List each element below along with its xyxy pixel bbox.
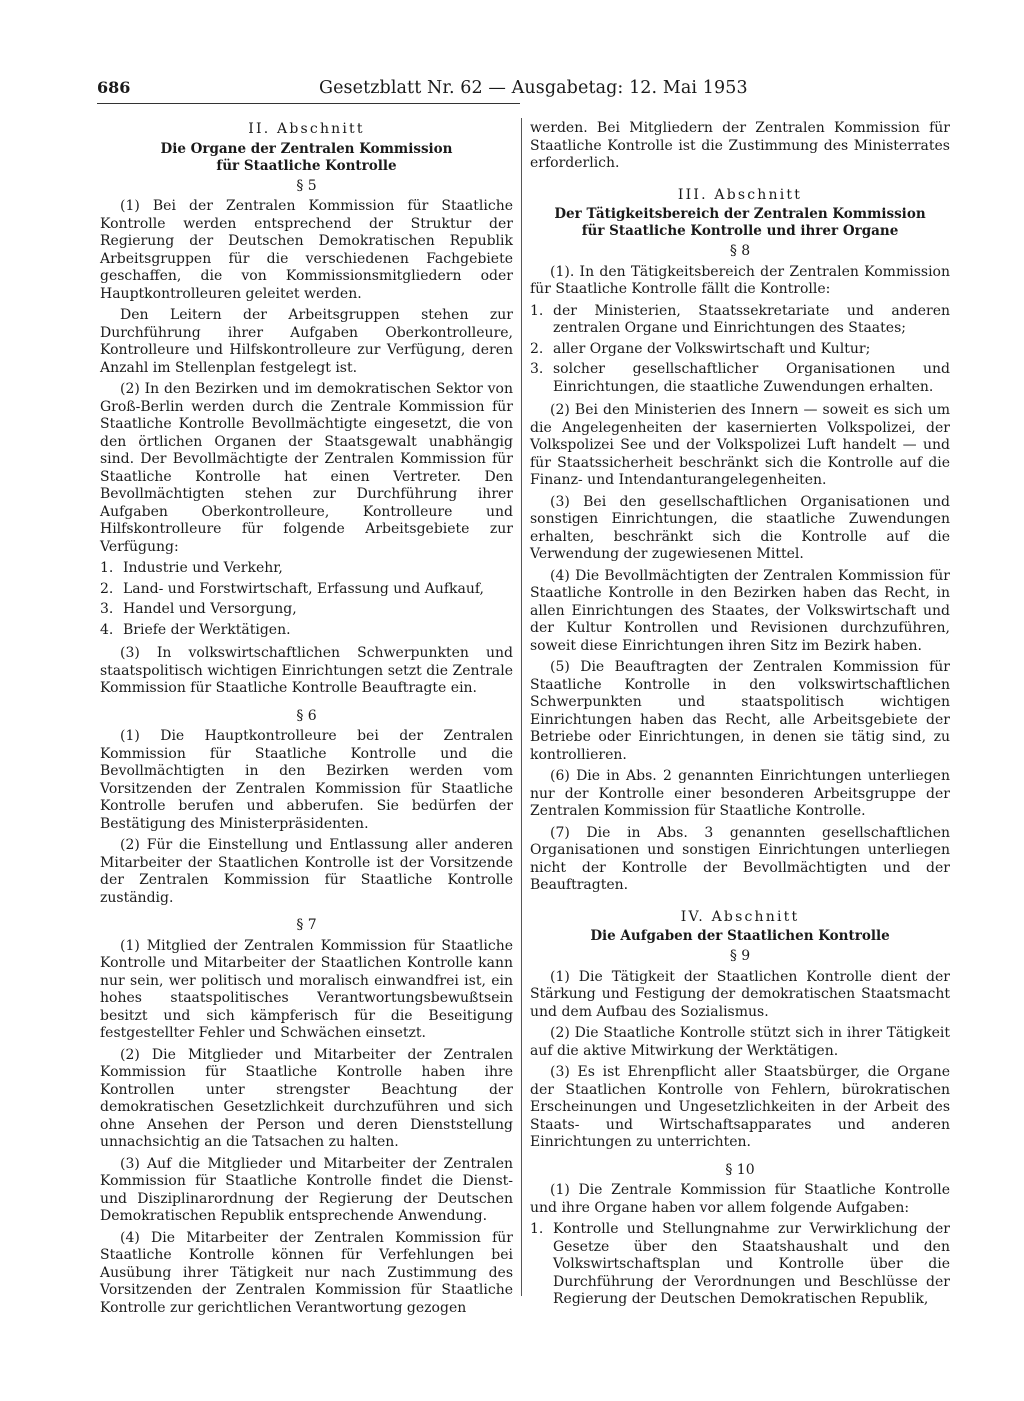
paragraph-text: (3) Bei den gesellschaftlichen Organisationen und sonstigen Einrichtungen, die staatliche Zuwendungen erhalten, beschränkt sich die Kontrolle auf die Verwendung der zugewiesenen Mittel. (530, 493, 950, 562)
column-divider (521, 118, 522, 1296)
section-title (100, 141, 513, 175)
list-item: 3. Handel und Versorgung, (100, 601, 297, 617)
right-column (530, 120, 950, 1315)
list-item: 1. der Ministerien, Staatssekretariate und anderen zentralen Organe und Einrichtungen des Staates; (530, 302, 950, 336)
section-heading: III. Abschnitt (677, 186, 803, 203)
header-rule (97, 103, 520, 104)
paragraph-text: (2) Bei den Ministerien des Innern — soweit es sich um die Angelegenheiten der kasernierten Volkspolizei, der Volkspolizei See und der Volkspolizei Luft handelt — und für Staatssicherheit beschränkt sich die Kontrolle auf die Finanz- und Intendanturangelegenheiten. (530, 402, 950, 488)
paragraph-text: (1) Die Tätigkeit der Staatlichen Kontrolle dient der Stärkung und Festigung der demokratischen Staatsmacht und dem Aufbau des Sozialismus. (530, 968, 950, 1020)
paragraph-text: (2) Die Mitglieder und Mitarbeiter der Zentralen Kommission für Staatliche Kontrolle haben ihre Kontrollen unter strengster Beachtung der demokratischen Gesetzlichkeit durchzuführen und sich ohne Ansehen der Person und deren Dienststellung unnachsichtig an die Tatsachen zu halten. (100, 1046, 513, 1150)
paragraph-text: (1). In den Tätigkeitsbereich der Zentralen Kommission für Staatliche Kontrolle fällt die Kontrolle: (530, 263, 950, 297)
paragraph-text: (4) Die Bevollmächtigten der Zentralen Kommission für Staatliche Kontrolle in den Bezirken haben das Recht, in allen Einrichtungen des Staates, der Volkswirtschaft und der Kultur Kontrollen und Revisionen durchzuführen, soweit diese Einrichtungen ihren Sitz im Bezirk haben. (530, 567, 950, 654)
section-title: Die Aufgaben der Staatlichen Kontrolle (590, 928, 890, 944)
paragraph-sign: § 7 (296, 917, 317, 933)
section-title-line: für Staatliche Kontrolle (216, 157, 397, 174)
paragraph-text: (1) Die Zentrale Kommission für Staatliche Kontrolle und ihre Organe haben vor allem folgende Aufgaben: (530, 1182, 950, 1216)
paragraph-sign: § 9 (729, 948, 751, 964)
paragraph-text: (1) Bei der Zentralen Kommission für Staatliche Kontrolle werden entsprechend der Struktur der Regierung der Deutschen Demokratischen Republik Arbeitsgruppen für die verschiedenen Fachgebiete geschaffen, die von Kommissionsmitgliedern oder Hauptkontrolleuren geleitet werden. (100, 198, 513, 302)
section-title-line: Der Tätigkeitsbereich der Zentralen Kommission (554, 206, 926, 222)
section-heading: IV. Abschnitt (680, 908, 800, 925)
paragraph-text: (3) Auf die Mitglieder und Mitarbeiter der Zentralen Kommission für Staatliche Kontrolle findet die Dienst- und Disziplinarordnung der Regierung der Deutschen Demokratischen Republik entsprechende Anwendung. (100, 1155, 513, 1224)
task-list (530, 1221, 950, 1309)
left-column (100, 121, 513, 1321)
control-scope-list (530, 303, 950, 397)
list-item: 4. Briefe der Werktätigen. (100, 621, 291, 638)
paragraph-text: (6) Die in Abs. 2 genannten Einrichtungen unterliegen nur der Kontrolle einer besonderen Arbeitsgruppe der Zentralen Kommission für Staatliche Kontrolle. (530, 768, 950, 819)
paragraph-text: (1) Die Hauptkontrolleure bei der Zentralen Kommission für Staatliche Kontrolle und die Bevollmächtigten in den Bezirken werden vom Vorsitzenden der Zentralen Kommission für Staatliche Kontrolle berufen und abberufen. Sie bedürfen der Bestätigung des Ministerpräsidenten. (100, 728, 513, 832)
list-item: 3. solcher gesellschaftlicher Organisationen und Einrichtungen, die staatliche Zuwendungen erhalten. (530, 361, 950, 395)
paragraph-sign: § 8 (729, 243, 751, 259)
section-title (530, 206, 950, 240)
paragraph-text: (3) Es ist Ehrenpflicht aller Staatsbürger, die Organe der Staatlichen Kontrolle von Fehlern, bürokratischen Erscheinungen und Ungesetzlichkeiten in der Arbeit des Staats- und Wirtschaftsapparates und anderen Einrichtungen zu unterrichten. (530, 1064, 950, 1150)
paragraph-sign: § 5 (296, 177, 317, 194)
paragraph-text: Den Leitern der Arbeitsgruppen stehen zur Durchführung ihrer Aufgaben Oberkontrolleure, Kontrolleure und Hilfskontrolleure zur Verfügung, deren Anzahl im Stellenplan festgelegt ist. (100, 307, 513, 376)
section-title-line: für Staatliche Kontrolle und ihrer Organe (581, 223, 899, 239)
paragraph-text: (4) Die Mitarbeiter der Zentralen Kommission für Staatliche Kontrolle können für Verfehlungen bei Ausübung ihrer Tätigkeit nur nach Zustimmung des Vorsitzenden der Zentralen Kommission für Staatliche Kontrolle zur gerichtlichen Verantwortung gezogen (100, 1229, 513, 1316)
paragraph-sign: § 6 (296, 707, 317, 724)
list-item: 2. aller Organe der Volkswirtschaft und Kultur; (530, 340, 871, 357)
list-item: 1. Kontrolle und Stellungnahme zur Verwirklichung der Gesetze über den Staatshaushalt und den Volkswirtschaftsplan und Kontrolle über die Durchführung der Verordnungen und Beschlüsse der Regierung der Deutschen Demokratischen Republik, (530, 1221, 950, 1307)
paragraph-text: (2) Die Staatliche Kontrolle stützt sich in ihrer Tätigkeit auf die aktive Mitwirkung der Werktätigen. (530, 1025, 950, 1059)
page-number: 686 (97, 78, 131, 97)
paragraph-continuation: werden. Bei Mitgliedern der Zentralen Kommission für Staatliche Kontrolle ist die Zustimmung des Ministerrates erforderlich. (530, 120, 950, 171)
paragraph-text: (5) Die Beauftragten der Zentralen Kommission für Staatliche Kontrolle in den volkswirtschaftlichen Schwerpunkten und staatspolitisch wichtigen Einrichtungen haben das Recht, alle Arbeitsgebiete der Betriebe oder Einrichtungen, in denen sie tätig sind, zu kontrollieren. (530, 659, 950, 763)
paragraph-sign: § 10 (725, 1161, 755, 1178)
paragraph-text: (1) Mitglied der Zentralen Kommission für Staatliche Kontrolle und Mitarbeiter der Staatlichen Kontrolle kann nur sein, wer politisch und moralisch einwandfrei ist, ein hohes staatspolitisches Verantwortungsbewußtsein besitzt und sich kämpferisch für die Beseitigung festgestellter Fehler und Schwächen einsetzt. (100, 937, 513, 1041)
list-item: 1. Industrie und Verkehr, (100, 560, 283, 576)
paragraph-text: (2) In den Bezirken und im demokratischen Sektor von Groß-Berlin werden durch die Zentrale Kommission für Staatliche Kontrolle Bevollmächtigte eingesetzt, die von den örtlichen Organen der Staatsgewalt unabhängig sind. Der Bevollmächtigte der Zentralen Kommission für Staatliche Kontrolle hat einen Vertreter. Den Bevollmächtigten stehen zur Durchführung ihrer Aufgaben Oberkontrolleure, Kontrolleure und Hilfskontrolleure für folgende Arbeitsgebiete zur Verfügung: (100, 381, 513, 555)
work-area-list (100, 560, 513, 639)
page-header (97, 78, 748, 104)
running-title: Gesetzblatt Nr. 62 — Ausgabetag: 12. Mai 1953 (319, 78, 748, 98)
list-item: 2. Land- und Forstwirtschaft, Erfassung und Aufkauf, (100, 580, 484, 597)
paragraph-text: (3) In volkswirtschaftlichen Schwerpunkten und staatspolitisch wichtigen Einrichtungen setzt die Zentrale Kommission für Staatliche Kontrolle Beauftragte ein. (100, 645, 513, 696)
paragraph-text: (2) Für die Einstellung und Entlassung aller anderen Mitarbeiter der Staatlichen Kontrolle ist der Vorsitzende der Zentralen Kommission für Staatliche Kontrolle zuständig. (100, 837, 513, 906)
paragraph-text: (7) Die in Abs. 3 genannten gesellschaftlichen Organisationen und sonstigen Einrichtungen unterliegen nicht der Kontrolle der Bevollmächtigten und der Beauftragten. (530, 824, 950, 893)
section-heading: II. Abschnitt (248, 121, 365, 137)
section-title-line: Die Organe der Zentralen Kommission (160, 140, 453, 157)
